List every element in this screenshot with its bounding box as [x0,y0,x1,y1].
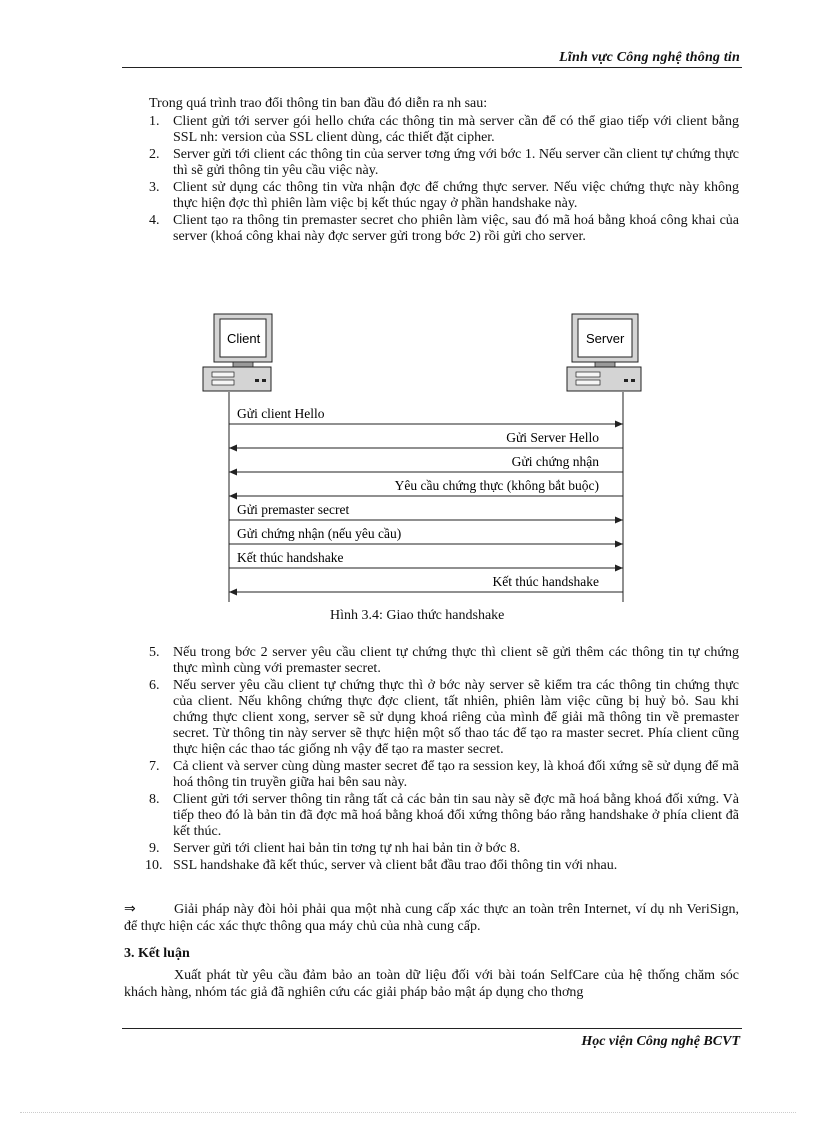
arrowhead-icon [229,589,237,596]
message-4 [229,478,623,500]
list-item-text: SSL handshake đã kết thúc, server và client bắt đầu trao đổi thông tin với nhau. [173,858,618,873]
message-3 [229,454,623,476]
list-item [0,147,739,179]
list-item-number: 4. [149,213,160,228]
list-item-text: Server gửi tới client các thông tin của server tơng ứng với bớc 1. Nếu server cần client tự chứng thực thì sẽ gửi thông tin yêu cầu việc này. [173,147,739,178]
list-item-text: Nếu server yêu cầu client tự chứng thực thì ở bớc này server sẽ kiểm tra các thông tin chứng thực của client. Nếu không chứng thực đợc client, tất nhiên, phiên làm việc cũng bị huỷ bỏ. Sau khi chứng thực client xong, server sẽ sử dụng khoá riêng của mình để giải mã thông tin về premaster secret. Từ thông tin này server sẽ thực hiện một số thao tác để tạo ra master secret. Phía client cũng thực hiện các thao tác giống nh vậy để tạo ra master secret. [173,678,739,757]
arrowhead-icon [615,565,623,572]
arrowhead-icon [229,445,237,452]
list-item [0,180,739,212]
message-label: Gửi premaster secret [237,502,350,517]
message-arrows [229,406,623,596]
list-item [0,114,739,146]
server-label: Server [586,331,625,346]
page-header-title: Lĩnh vực Công nghệ thông tin [559,50,740,65]
list-item [0,678,739,758]
list-item [0,841,739,857]
arrowhead-icon [229,493,237,500]
message-label: Kết thúc handshake [237,550,344,565]
intro-paragraph: Trong quá trình trao đổi thông tin ban đầu đó diễn ra nh sau: [149,96,488,111]
list-item [0,759,739,791]
server-computer-icon [567,314,641,391]
arrowhead-icon [615,541,623,548]
list-item-number: 2. [149,147,160,162]
client-computer-icon [203,314,272,391]
list-item [0,858,739,874]
message-label: Gửi client Hello [237,406,325,421]
figure-caption: Hình 3.4: Giao thức handshake [330,608,505,623]
message-label: Gửi Server Hello [506,430,599,445]
message-label: Kết thúc handshake [492,574,599,589]
header-rule [122,67,742,68]
conclusion-arrow-text: Giải pháp này đòi hỏi phải qua một nhà cung cấp xác thực an toàn trên Internet, ví dụ nh VeriSign, để thực hiện các xác thực thông qua máy chủ của nhà cung cấp. [124,902,739,934]
list-item [0,645,739,677]
message-7 [229,550,623,572]
implies-arrow-icon: ⇒ [124,901,136,917]
arrowhead-icon [615,517,623,524]
message-6 [229,526,623,548]
handshake-diagram [0,300,816,610]
list-item-text: Cả client và server cùng dùng master secret để tạo ra session key, là khoá đối xứng sẽ sử dụng để mã hoá thông tin truyền giữa hai bên sau này. [173,759,739,790]
section-title: 3. Kết luận [124,946,190,961]
list-item [0,792,739,840]
conclusion-arrow-paragraph [124,901,739,935]
list-item-text: Client gửi tới server gói hello chứa các thông tin mà server cần để có thể giao tiếp với client bằng SSL nh: version của SSL client dùng, các thiết đặt cipher. [173,114,739,145]
list-item-number: 3. [149,180,160,195]
footer-rule [122,1028,742,1029]
list-item [0,213,739,245]
message-8 [229,574,623,596]
list-item-number: 1. [149,114,160,129]
message-label: Yêu cầu chứng thực (không bắt buộc) [394,478,599,493]
steps-list-b [0,645,739,875]
message-label: Gửi chứng nhận [511,454,599,469]
list-item-number: 10. [145,858,163,873]
list-item-text: Client tạo ra thông tin premaster secret cho phiên làm việc, sau đó mã hoá bằng khoá công khai của server (khoá công khai này đợc server gửi trong bớc 2) rồi gửi cho server. [173,213,739,244]
list-item-text: Client sử dụng các thông tin vừa nhận đợc để chứng thực server. Nếu việc chứng thực này không thực hiện đợc thì phiên làm việc bị kết thúc ngay ở phần handshake này. [173,180,739,211]
list-item-text: Nếu trong bớc 2 server yêu cầu client tự chứng thực thì client sẽ gửi thêm các thông tin tự chứng thực mình cùng với premaster secret. [173,645,739,676]
arrowhead-icon [229,469,237,476]
list-item-text: Client gửi tới server thông tin rằng tất cả các bản tin sau này sẽ đợc mã hoá bằng khoá đối xứng. Và tiếp theo đó là bản tin đã đợc mã hoá bằng khoá đối xứng thông báo rằng handshake ở phía client đã kết thúc. [173,792,739,839]
page-footer-title: Học viện Công nghệ BCVT [581,1034,740,1049]
steps-list-a [0,114,739,246]
message-5 [229,502,623,524]
list-item-number: 6. [149,678,160,693]
arrowhead-icon [615,421,623,428]
message-label: Gửi chứng nhận (nếu yêu cầu) [237,526,402,541]
list-item-number: 9. [149,841,160,856]
list-item-number: 7. [149,759,160,774]
message-2 [229,430,623,452]
client-label: Client [227,331,261,346]
message-1 [229,406,623,428]
section-body: Xuất phát từ yêu cầu đảm bảo an toàn dữ liệu đối với bài toán SelfCare của hệ thống chăm sóc khách hàng, nhóm tác giả đã nghiên cứu các giải pháp bảo mật áp dụng cho thơng [124,968,739,1000]
page-bottom-dotted-line [20,1112,796,1113]
list-item-number: 8. [149,792,160,807]
list-item-text: Server gửi tới client hai bản tin tơng tự nh hai bản tin ở bớc 8. [173,841,521,856]
list-item-number: 5. [149,645,160,660]
